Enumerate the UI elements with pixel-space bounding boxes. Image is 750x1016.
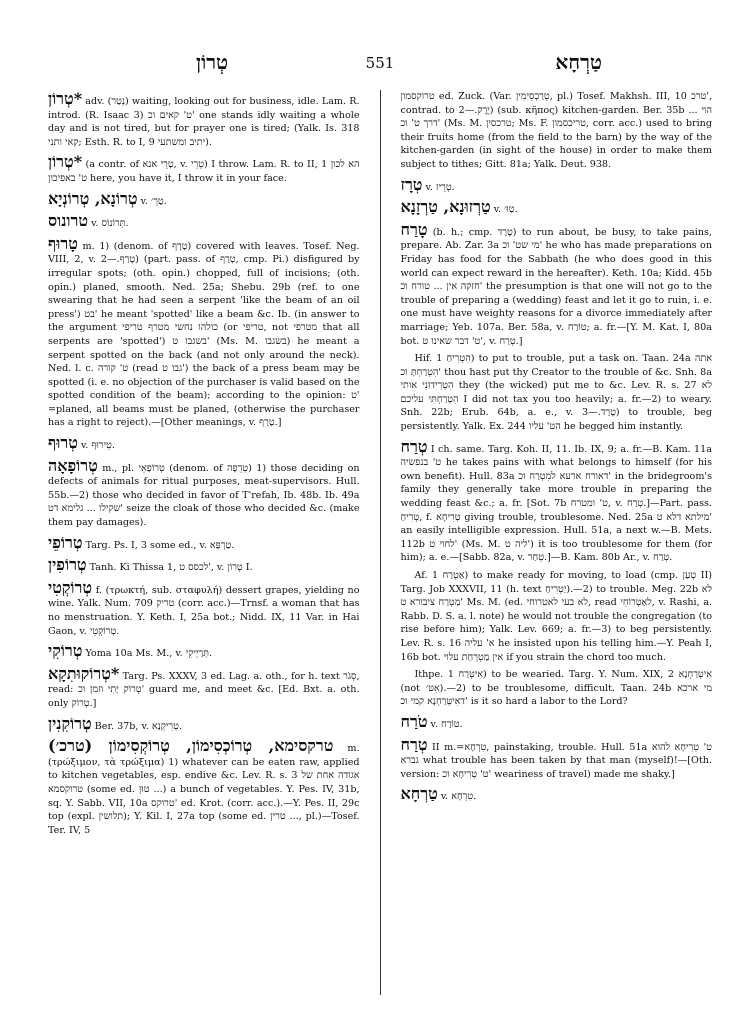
dictionary-entry — [400, 736, 712, 782]
entry-headword: טְרַח — [400, 436, 428, 456]
entry-definition: Af. אַטְרַח 1) to make ready for moving, to load (cmp. טְעַן II) Targ. Job XXXVII, 11 (h. text יַטְרִיחַ).—2) to trouble. Meg. 22b לא מַטְרַח ציבורא ט' Ms. M. (ed. לא בעי לאטרוחי, read לאַטְרוֹחֵי, v. Rashi, a. Rabb. D. S. a. l. note) he would not trouble the congregation (to rise before him); Yalk. Lev. 669; a. fr.—3) to beg persistently. Lev. R. s. 16 א' עליה he insisted upon his telling him.—Y. Peah I, 16b bot. אין מַטְרְחַת עלוי if you strain the chord too much. — [400, 570, 712, 663]
entry-headword: טרקסימא, טְרוֹכְסִימוֹן, טְרוֹקְסִימוֹן (טרכ׳) — [48, 736, 334, 756]
entry-definition: Ithpe. אִיטְּרַח 1) to be wearied. Targ. Y. Num. XIX, 2 אִיטְּרַחְנָא (not אִטּ׳).—2) to be troublesome, difficult. Taan. 24b מי ארכא דאִיטְּרַחְנָא קמי וכ' is it so hard a labor to the Lord? — [400, 669, 712, 708]
dictionary-entry — [48, 737, 360, 837]
entry-headword: טְרָז — [400, 174, 423, 194]
dictionary-entry — [400, 198, 712, 217]
dictionary-entry — [48, 190, 360, 209]
entry-headword: טְרוּף — [48, 433, 78, 453]
dictionary-entry — [400, 785, 712, 804]
dictionary-entry — [400, 438, 712, 565]
dictionary-entry — [400, 176, 712, 195]
dictionary-entry — [400, 352, 712, 434]
entry-definition: Yoma 10a Ms. M., v. תְּרַיְיקִי. — [85, 648, 213, 660]
entry-headword: טְרוֹפָאָה — [48, 455, 98, 475]
entry-definition: v. טוֹרַח. — [430, 718, 463, 730]
page-number: 551 — [365, 54, 395, 72]
entry-definition: v. טַרְ׳. — [140, 195, 167, 207]
entry-headword: טָרַח — [400, 219, 428, 239]
dictionary-entry — [400, 713, 712, 732]
dictionary-entry — [48, 665, 360, 711]
entry-definition: (b. h.; cmp. טָרַד) to run about, be busy, to take pains, prepare. Ab. Zar. 3a מי שט' וכ' he who has made preparations on Friday has food for the Sabbath (he who does good in this world can expect reward in the hereafter). Keth. 10a; Kidd. 45b חזקה אין ... טורח וכ' the presumption is that one will not go to the trouble of preparing a (wedding) feast and let it go to ruin, i. e. one must have weighty reasons for a divorce immediately after marriage; Yeb. 107a. Ber. 58a, v. טוֹרַח; a. fr.—[Y. M. Kat. I, 80a bot. ט' דבר שאינו ט', v. טְרַח.] — [400, 226, 712, 347]
entry-headword: *טְרוֹן — [48, 90, 83, 108]
entry-headword: טְרוֹקְטִי — [48, 577, 93, 597]
entry-definition: Hif. הִטְרִיחַ 1) to put to trouble, put a task on. Taan. 24a אתה הִטְרַחְתָּ וכ' thou hast put thy Creator to the trouble of &c. Snh. 8a הִטְרִידוּנִי אותי they (the wicked) put me to &c. Lev. R. s. 27 לא הִטְרַחְתִּי עליכם I did not tax you too heavily; a. fr.—2) to weary. Snh. 22b; Erub. 64b, a. e., v. טָרַד.—3) to trouble, beg persistently. Yalk. Ex. 244 הט' עליו he begged him instantly. — [400, 353, 712, 433]
entry-definition: I ch. same. Targ. Koh. II, 11. Ib. IX, 9; a. fr.—B. Kam. 11a ט' בנפשיה he takes pains with what belongs to himself (for his own benefit). Hull. 83a דאורח ארעא למִטְרַח וכ' in the bridegroom's family they generally take more trouble in preparing the wedding feast &c.; a. fr. [Sot. 7b ט' ומטרח, v. טְרַח.]—Part. pass. טְרִיחַ, f. טְרִיחָא giving trouble, troublesome. Ned. 25a מילתא דלא ט' an easily intelligible expression. Hull. 51a, a next w.—B. Mets. 112b לחוי ט' (Ms. M. ליה ט') it is too troublesome for them (for him); a. e.—[Sabb. 82a, v. טְחַר.]—B. Kam. 80b Ar., v. טְרַח. — [400, 443, 712, 564]
header-left-word: טְרוֹן — [196, 50, 229, 74]
entry-definition: m. 1) (denom. of טָרָף) covered with leaves. Tosef. Neg. VIII, 2, v. טָרַף.—2) (part. pass. of טָרַף, cmp. Pi.) disfigured by irregular spots; (oth. opin.) chopped, full of incisions; (oth. opin.) planed, smooth. Ned. 25a; Shebu. 29b (ref. to one swearing that he had seen a serpent 'like the beam of an oil press') בט' he meant 'spotted' like a beam &c. Ib. (in answer to the argument כולהו נחשי מטרף טריפי (or טריפי, not מטרפי that all serpents are 'spotted') בשגבו ט' (Ms. M. בשגבו) he meant a serpent spotted on the back (and not only around the neck). Ned. l. c. ט' קורה (read גבו ט') the back of a press beam may be spotted (i. e. no objection of the purchaser is valid based on the spotted condition of the beam); according to the opinion: ט' =planed, all beams must be planed, (otherwise the purchaser has a right to reject).—[Other meanings, v. טָרַף.] — [48, 240, 360, 429]
entry-definition: Tanh. Ki Thissa 1, לכסס ט', v. טְרוֹן I. — [89, 562, 253, 574]
entry-definition: v. טֵירוּף. — [80, 440, 115, 452]
columns — [48, 90, 712, 1002]
dictionary-entry — [48, 556, 360, 575]
entry-definition: v. תְּרוֹנוֹס. — [91, 218, 129, 230]
entry-headword: טַרְחָא — [400, 784, 438, 804]
entry-headword: טָרוּף — [48, 233, 78, 253]
entry-definition: II m.=טִרְחָא, painstaking, trouble. Hull. 51a ט' טְרִיחָא להוא גברא what trouble has been taken by that man (myself)!—[Oth. version: ט' טְרִיחָא וכ' weariness of travel) made me shaky.] — [400, 741, 712, 780]
entry-definition: טרוקסמון ed. Zuck. (Var. טְרַכְסִימִין, pl.) Tosef. Makhsh. III, 10 טרכ', contrad. to יֶרֶק.—2) (sub. κῆπος) kitchen-garden. Ber. 35b הוי ... דרך ט' וכ' (Ms. M. טרכסין; Ms. F. טריכסמון, corr. acc.) used to bring their fruits home (from the field to the barn) by the way of the kitchen-garden (in sight of the house) in order to make them subject to tithes; Gitt. 81a; Yalk. Deut. 938. — [400, 91, 712, 170]
column-divider — [380, 90, 381, 995]
dictionary-entry — [400, 668, 712, 709]
dictionary-entry — [400, 90, 712, 172]
dictionary-entry — [400, 221, 712, 348]
entry-headword: טֹרַח — [400, 711, 428, 731]
entry-headword: טְרוֹפֵי — [48, 532, 83, 552]
dictionary-entry — [48, 457, 360, 530]
entry-definition: f. (τρωκτή, sub. σταφυλή) dessert grapes, yielding no wine. Yalk. Num. 709 טריק (corr. acc.)—Trnsf. a woman that has no menstruation. Y. Keth. I, 25a bot.; Nidd. IX, 11 Var. in Hai Gaon, v. טְרוֹקְטֵי. — [48, 584, 360, 637]
page-header — [48, 50, 712, 86]
dictionary-entry — [48, 579, 360, 638]
entry-headword: טְרוֹקִנִין — [48, 713, 92, 733]
dictionary-entry — [48, 212, 360, 231]
entry-definition: Targ. Ps. I, 3 some ed., v. טַרְפָּא. — [85, 539, 235, 551]
entry-definition: v. טַוּ׳. — [493, 204, 518, 216]
entry-headword: טְרוֹנָא, טְרוֹנְיָא — [48, 188, 138, 208]
entry-definition: Ber. 37b, v. טְרִיקְנָא. — [94, 720, 183, 732]
entry-definition: m. (τρώξιμον, τὰ τρώξιμα) 1) whatever can be eaten raw, applied to kitchen vegetables, esp. endive &c. Lev. R. s. 3 אגודה אחת של טרוקסמא (some ed. טוּן ...) a bunch of vegetables. Y. Pes. IV, 31b, sq. Y. Sabb. VII, 10a טרוקס' ed. Krot. (corr. acc.).—Y. Pes. II, 29c top (expl. תלושין); Y. Kil. I, 27a top (some ed. טרין ..., pl.)—Tosef. Ter. IV, 5 — [48, 743, 360, 836]
entry-headword: טְרוֹקִי — [48, 641, 83, 661]
dictionary-entry — [48, 153, 360, 185]
entry-definition: Targ. Ps. XXXV, 3 ed. Lag. a. oth., for h. text סְגֹר, read: טְרוֹק יָתִי וזמן וכ' guard me, and meet &c. [Ed. Bxt. a. oth. only טְרוֹק.] — [48, 670, 360, 709]
header-right-word: טַרְחָא — [555, 50, 602, 74]
entry-definition: m., pl. טְרוֹפָאֵי (denom. of טְרֵפָה) 1) those deciding on defects of animals for ritual purposes, meat-supervisors. Hull. 55b.—2) those who decided in favor of T'refah, Ib. 48b. Ib. 49a שקילו ... גלימא דט' seize the cloak of those who decided &c. (make them pay damages). — [48, 462, 360, 529]
dictionary-entry — [48, 90, 360, 149]
entry-definition: v. טִרְחָא. — [440, 791, 477, 803]
dictionary-entry — [48, 534, 360, 553]
entry-headword: *טְרוֹן — [48, 152, 83, 172]
left-column — [48, 90, 360, 1002]
entry-headword: טרונוס — [48, 211, 89, 231]
dictionary-entry — [48, 715, 360, 734]
entry-headword: טְרוֹפִין — [48, 555, 87, 575]
entry-headword: טַרְזוּנָא, טַרְזָנָא — [400, 197, 491, 217]
entry-definition: (a contr. of טָרֵי אנא, v. טְרֵי) I throw. Lam. R. to II, 1 הא לכון ט' באפיכון here, you have it, I throw it in your face. — [48, 159, 360, 184]
entry-headword: *טְרוֹקוּתִקָא — [48, 663, 120, 683]
dictionary-entry — [48, 642, 360, 661]
dictionary-entry — [48, 235, 360, 430]
entry-headword: טְרַח — [400, 734, 428, 754]
entry-definition: v. טְרֵיז. — [425, 181, 455, 193]
dictionary-entry — [400, 569, 712, 664]
right-column — [400, 90, 712, 1002]
entry-definition: adv. (נְטַר) waiting, looking out for business, idle. Lam. R. introd. (R. Isaac 3) ט' קאים וכ' one stands idly waiting a whole day and is not tired, but for prayer one is tired; (Yalk. Is. 318 קאי ותני; Esth. R. to I, 9 יתיב ומשתעי). — [48, 96, 360, 148]
dictionary-entry — [48, 434, 360, 453]
